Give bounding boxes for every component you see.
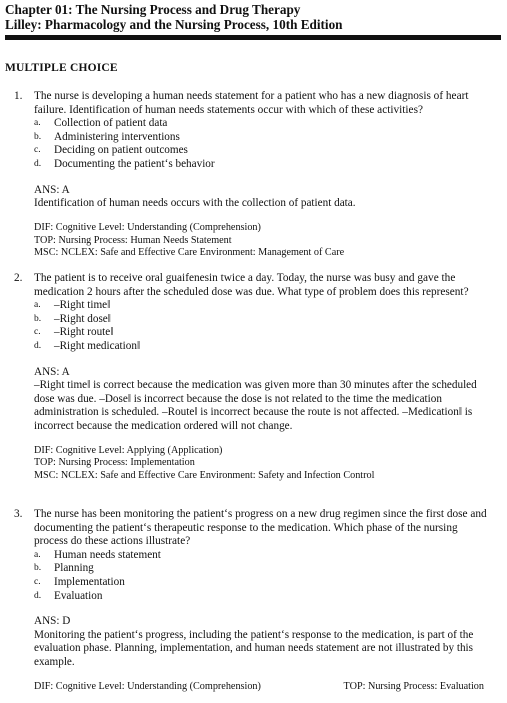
difficulty: DIF: Cognitive Level: Understanding (Comprehension) [34, 680, 261, 692]
difficulty: DIF: Cognitive Level: Applying (Application) [34, 444, 223, 456]
option-letter: c. [34, 576, 41, 587]
option-text: –Right route‖ [54, 326, 114, 339]
option-d [34, 158, 494, 172]
question-text: The patient is to receive oral guaifenesin twice a day. Today, the nurse was busy and gave the medication 2 hours after the scheduled dose was due. What type of problem does this represent? [34, 272, 469, 298]
question-text: The nurse is developing a human needs statement for a patient who has a new diagnosis of heart failure. Identification of human needs statements occur with which of these activities? [34, 90, 469, 116]
option-letter: a. [34, 300, 41, 311]
option-text: –Right dose‖ [54, 312, 111, 325]
answer-label: ANS: D [34, 615, 71, 628]
option-letter: c. [34, 327, 41, 338]
option-d [34, 340, 494, 354]
chapter-header [5, 2, 501, 32]
book-title: Lilley: Pharmacology and the Nursing Process, 10th Edition [5, 17, 343, 32]
option-text: –Right medication‖ [54, 339, 141, 352]
question-number: 2. [14, 272, 23, 284]
option-text: Implementation [54, 575, 125, 588]
question-text: The nurse has been monitoring the patient‘s progress on a new drug regimen since the first dose and documenting the patient‘s therapeutic response to the medication. Which phase of the nursing process do these actions illustrate? [34, 508, 487, 548]
topic: TOP: Nursing Process: Implementation [34, 457, 195, 469]
question-3 [14, 508, 494, 693]
option-text: –Right time‖ [54, 299, 111, 312]
option-c [34, 326, 494, 340]
option-a [34, 117, 494, 131]
question-metadata [34, 681, 494, 694]
option-text: Administering interventions [54, 130, 180, 143]
answer-label: ANS: A [34, 183, 70, 196]
question-metadata [34, 445, 494, 483]
option-c [34, 576, 494, 590]
option-b [34, 562, 494, 576]
question-number: 3. [14, 508, 23, 520]
answer-rationale: –Right time‖ is correct because the medication was given more than 30 minutes after the scheduled dose was due. –Dose‖ is incorrect because the dose is not related to the time the medication administration is scheduled. –Route‖ is incorrect because the route is not affected. –Medication‖ is incorrect because the medication ordered will not change. [34, 379, 477, 432]
question-1 [14, 90, 494, 260]
option-letter: b. [34, 131, 42, 142]
option-letter: a. [34, 549, 41, 560]
answer-label: ANS: A [34, 365, 70, 378]
option-b [34, 131, 494, 145]
option-text: Planning [54, 562, 94, 575]
option-letter: d. [34, 158, 42, 169]
question-2 [14, 272, 494, 483]
section-title: MULTIPLE CHOICE [5, 62, 118, 74]
option-a [34, 299, 494, 313]
topic: TOP: Nursing Process: Evaluation [343, 680, 484, 692]
option-letter: b. [34, 313, 42, 324]
option-letter: d. [34, 340, 42, 351]
msc: MSC: NCLEX: Safe and Effective Care Environment: Safety and Infection Control [34, 470, 375, 482]
option-letter: c. [34, 145, 41, 156]
option-letter: a. [34, 118, 41, 129]
answer-rationale: Identification of human needs occurs with the collection of patient data. [34, 197, 356, 210]
question-number: 1. [14, 90, 23, 102]
question-metadata [34, 222, 494, 260]
option-letter: d. [34, 590, 42, 601]
header-rule [5, 35, 501, 40]
option-b [34, 313, 494, 327]
option-c [34, 144, 494, 158]
option-text: Deciding on patient outcomes [54, 144, 188, 157]
answer-rationale: Monitoring the patient‘s progress, including the patient‘s response to the medication, is part of the evaluation phase. Planning, implementation, and human needs statement are not illustrated by this example. [34, 628, 474, 668]
difficulty: DIF: Cognitive Level: Understanding (Comprehension) [34, 221, 261, 233]
topic: TOP: Nursing Process: Human Needs Statement [34, 234, 232, 246]
option-letter: b. [34, 563, 42, 574]
option-d [34, 590, 494, 604]
option-text: Collection of patient data [54, 117, 168, 130]
option-a [34, 549, 494, 563]
option-text: Documenting the patient‘s behavior [54, 157, 215, 170]
option-text: Evaluation [54, 589, 103, 602]
option-text: Human needs statement [54, 548, 161, 561]
msc: MSC: NCLEX: Safe and Effective Care Environment: Management of Care [34, 247, 345, 259]
chapter-title: Chapter 01: The Nursing Process and Drug Therapy [5, 2, 301, 17]
